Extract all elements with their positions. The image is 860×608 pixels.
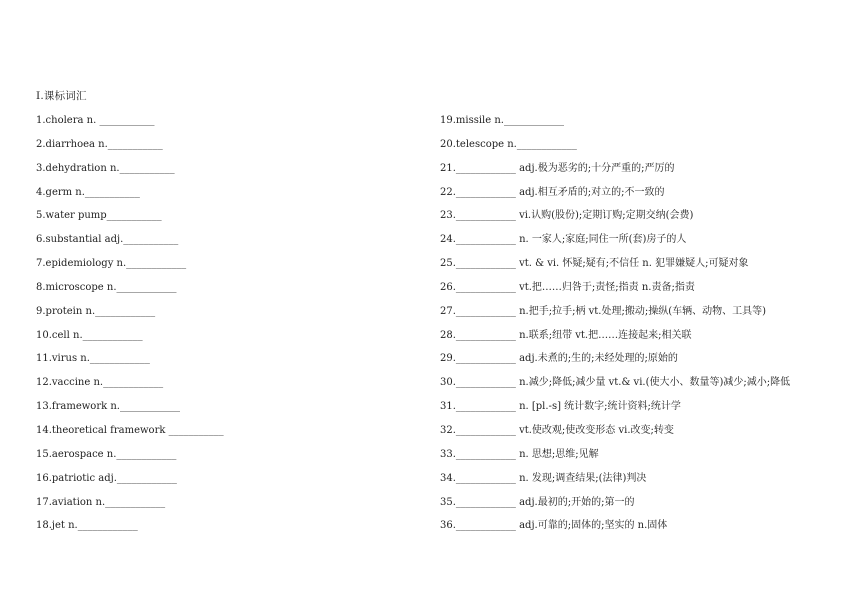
vocab-item-text: 4.germ n.___________ — [36, 186, 140, 198]
vocab-item-text: 31.____________ n. [pl.-s] 统计数字;统计资料;统计学 — [440, 401, 681, 413]
vocab-item — [440, 400, 840, 424]
vocab-item-text: 5.water pump___________ — [36, 210, 162, 222]
vocab-item-text: 26.____________ vt.把……归咎于;责怪;指责 n.责备;指责 — [440, 281, 695, 293]
vocab-item — [36, 329, 416, 353]
vocab-item — [36, 114, 416, 138]
vocab-item — [440, 448, 840, 472]
vocab-item-text: 8.microscope n.____________ — [36, 281, 177, 293]
vocab-item-text: 34.____________ n. 发现;调查结果;(法律)判决 — [440, 472, 647, 484]
vocab-item-text: 25.____________ vt. & vi. 怀疑;疑有;不信任 n. 犯罪嫌疑人;可疑对象 — [440, 258, 749, 270]
vocab-item — [36, 138, 416, 162]
section-title: Ⅰ.课标词汇 — [36, 90, 87, 102]
vocab-item — [36, 162, 416, 186]
vocab-item — [440, 162, 840, 186]
vocab-item — [440, 281, 840, 305]
vocab-item — [36, 496, 416, 520]
vocab-item-text: 13.framework n.____________ — [36, 401, 180, 413]
vocab-item — [440, 424, 840, 448]
vocab-item — [440, 257, 840, 281]
vocab-item — [440, 376, 840, 400]
vocab-item — [440, 114, 840, 138]
vocab-item-text: 29.____________ adj.未煮的;生的;未经处理的;原始的 — [440, 353, 678, 365]
vocab-item-text: 6.substantial adj.___________ — [36, 234, 179, 246]
vocab-item — [440, 329, 840, 353]
vocab-item — [440, 138, 840, 162]
vocab-item-text: 16.patriotic adj.____________ — [36, 472, 177, 484]
vocab-item-text: 27.____________ n.把手;拉手;柄 vt.处理;搬动;操纵(车辆、动物、工具等) — [440, 305, 767, 317]
vocab-item — [440, 472, 840, 496]
vocab-item — [36, 281, 416, 305]
vocab-item — [36, 424, 416, 448]
vocab-item-text: 2.diarrhoea n.___________ — [36, 138, 163, 150]
vocab-item — [440, 519, 840, 543]
vocab-item — [36, 186, 416, 210]
vocab-item-text: 11.virus n.____________ — [36, 353, 150, 365]
vocab-item — [36, 209, 416, 233]
vocab-item-text: 24.____________ n. 一家人;家庭;同住一所(套)房子的人 — [440, 234, 687, 246]
vocab-item-text: 19.missile n.____________ — [440, 115, 564, 126]
vocab-item — [36, 257, 416, 281]
vocab-item-text: 28.____________ n.联系;纽带 vt.把……连接起来;相关联 — [440, 329, 692, 341]
vocab-item-text: 36.____________ adj.可靠的;固体的;坚实的 n.固体 — [440, 520, 668, 532]
vocab-item — [440, 305, 840, 329]
vocab-item-text: 33.____________ n. 思想;思维;见解 — [440, 448, 599, 460]
vocab-item-text: 20.telescope n.____________ — [440, 138, 577, 150]
vocab-item-text: 14.theoretical framework ___________ — [36, 424, 224, 436]
left-column — [36, 114, 416, 543]
vocab-item — [440, 496, 840, 520]
vocab-item — [36, 448, 416, 472]
vocab-item — [440, 209, 840, 233]
vocab-item-text: 18.jet n.____________ — [36, 520, 138, 532]
vocab-item-text: 32.____________ vt.使改观;使改变形态 vi.改变;转变 — [440, 424, 674, 436]
vocab-item-text: 10.cell n.____________ — [36, 329, 143, 341]
vocab-item-text: 1.cholera n. ___________ — [36, 115, 155, 126]
vocab-item-text: 22.____________ adj.相互矛盾的;对立的;不一致的 — [440, 186, 665, 198]
vocab-item — [36, 519, 416, 543]
vocab-item — [440, 233, 840, 257]
vocab-item — [36, 400, 416, 424]
vocab-item-text: 12.vaccine n.____________ — [36, 377, 164, 389]
vocab-item-text: 21.____________ adj.极为恶劣的;十分严重的;严厉的 — [440, 162, 675, 174]
vocab-item-text: 30.____________ n.减少;降低;减少量 vt.& vi.(使大小、数量等)减少;减小;降低 — [440, 377, 791, 389]
vocab-item — [36, 472, 416, 496]
vocab-item — [440, 352, 840, 376]
vocab-item — [36, 352, 416, 376]
vocab-item-text: 23.____________ vi.认购(股份);定期订购;定期交纳(会费) — [440, 210, 694, 222]
vocab-item — [36, 305, 416, 329]
vocab-item-text: 35.____________ adj.最初的;开始的;第一的 — [440, 496, 635, 508]
vocab-item-text: 3.dehydration n.___________ — [36, 162, 175, 174]
vocab-item-text: 17.aviation n.____________ — [36, 496, 166, 508]
vocab-item — [36, 376, 416, 400]
vocab-item-text: 9.protein n.____________ — [36, 305, 156, 317]
right-column — [440, 114, 840, 543]
vocab-item-text: 15.aerospace n.____________ — [36, 448, 177, 460]
vocab-item — [440, 186, 840, 210]
vocab-item — [36, 233, 416, 257]
vocab-item-text: 7.epidemiology n.____________ — [36, 258, 187, 270]
